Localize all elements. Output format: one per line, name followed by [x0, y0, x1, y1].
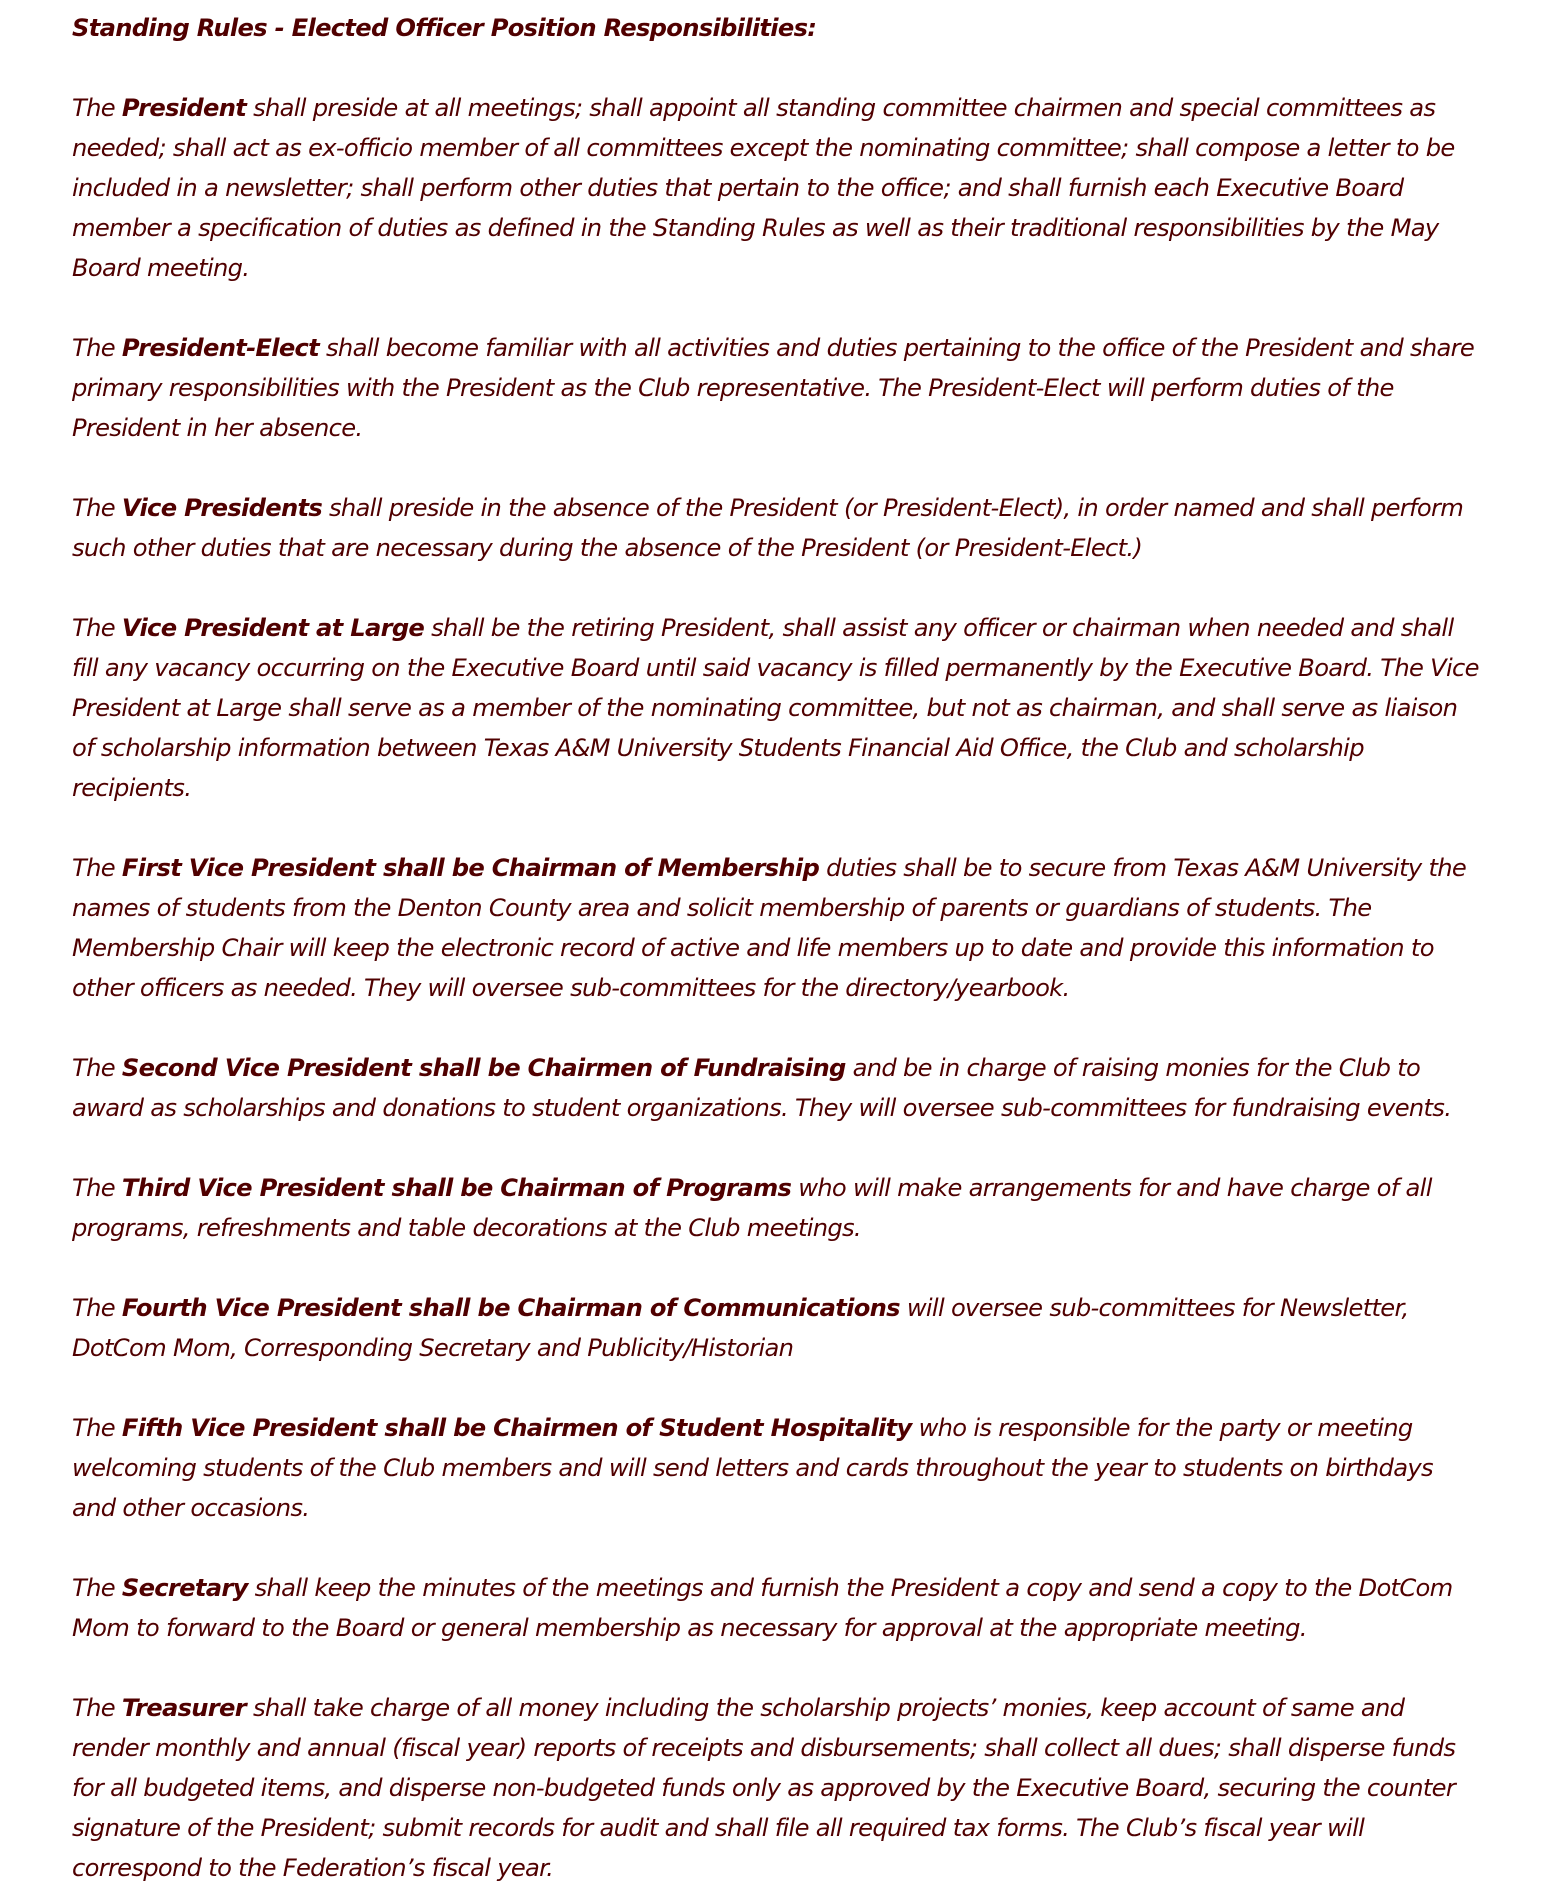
officer-title: Third Vice President shall be Chairman of Programs [121, 1174, 792, 1202]
paragraph-body: shall take charge of all money including the scholarship projects’ monies, keep account of same and render monthly and annual (fiscal year) reports of receipts and disbursements; shall collect all dues; shall disperse funds for all budgeted items, and disperse non-budgeted funds only as approved by the Executive Board, securing the counter signature of the President; submit records for audit and shall file all required tax forms. The Club’s fiscal year will correspond to the Federation’s fiscal year. [72, 1694, 1456, 1882]
paragraph-lead: The [72, 1574, 122, 1602]
paragraph-body: who will make arrangements for and have charge of all programs, refreshments and table decorations at the Club meetings. [72, 1174, 1432, 1242]
officer-paragraph-second-vice-president [72, 1048, 1482, 1128]
paragraph-body: shall preside at all meetings; shall appoint all standing committee chairmen and special committees as needed; shall act as ex-officio member of all committees except the nominating committee; shall compose a letter to be included in a newsletter; shall perform other duties that pertain to the office; and shall furnish each Executive Board member a specification of duties as defined in the Standing Rules as well as their traditional responsibilities by the May Board meeting. [72, 94, 1455, 282]
officer-paragraph-vice-presidents [72, 488, 1482, 568]
paragraph-body: will oversee sub-committees for Newsletter, DotCom Mom, Corresponding Secretary and Publicity/Historian [72, 1294, 1409, 1362]
paragraph-lead: The [72, 854, 122, 882]
paragraph-body: shall become familiar with all activities and duties pertaining to the office of the President and share primary responsibilities with the President as the Club representative. The President-Elect will perform duties of the President in her absence. [72, 334, 1475, 442]
officer-title: First Vice President shall be Chairman of Membership [121, 854, 820, 882]
officer-title: President-Elect [121, 334, 320, 362]
paragraph-lead: The [72, 1174, 122, 1202]
officer-title: Second Vice President shall be Chairmen of Fundraising [121, 1054, 846, 1082]
paragraph-lead: The [72, 94, 122, 122]
officer-paragraph-treasurer [72, 1688, 1482, 1888]
paragraph-lead: The [72, 614, 122, 642]
officer-title: Vice Presidents [121, 494, 323, 522]
officer-title: Fourth Vice President shall be Chairman of Communications [121, 1294, 900, 1322]
officer-paragraph-president [72, 88, 1482, 288]
officer-title: Fifth Vice President shall be Chairmen of Student Hospitality [121, 1414, 912, 1442]
officer-title: Vice President at Large [121, 614, 425, 642]
officer-paragraph-fifth-vice-president [72, 1408, 1482, 1528]
paragraph-lead: The [72, 1414, 122, 1442]
officer-paragraph-fourth-vice-president [72, 1288, 1482, 1368]
officer-paragraph-secretary [72, 1568, 1482, 1648]
paragraph-body: shall preside in the absence of the President (or President-Elect), in order named and shall perform such other duties that are necessary during the absence of the President (or President-Elect.) [72, 494, 1464, 562]
paragraph-lead: The [72, 1694, 122, 1722]
paragraph-body: shall keep the minutes of the meetings and furnish the President a copy and send a copy to the DotCom Mom to forward to the Board or general membership as necessary for approval at the appropriate meeting. [72, 1574, 1453, 1642]
officer-paragraph-first-vice-president [72, 848, 1482, 1008]
page-title: Standing Rules - Elected Officer Position Responsibilities: [72, 14, 817, 42]
paragraph-body: shall be the retiring President, shall assist any officer or chairman when needed and shall fill any vacancy occurring on the Executive Board until said vacancy is filled permanently by the Executive Board. The Vice President at Large shall serve as a member of the nominating committee, but not as chairman, and shall serve as liaison of scholarship information between Texas A&M University Students Financial Aid Office, the Club and scholarship recipients. [72, 614, 1479, 802]
paragraph-body: duties shall be to secure from Texas A&M University the names of students from the Denton County area and solicit membership of parents or guardians of students. The Membership Chair will keep the electronic record of active and life members up to date and provide this information to other officers as needed. They will oversee sub-committees for the directory/yearbook. [72, 854, 1467, 1002]
paragraph-lead: The [72, 1294, 122, 1322]
paragraph-body: and be in charge of raising monies for the Club to award as scholarships and donations to student organizations. They will oversee sub-committees for fundraising events. [72, 1054, 1452, 1122]
officer-paragraph-vice-president-at-large [72, 608, 1482, 808]
paragraph-body: who is responsible for the party or meeting welcoming students of the Club members and will send letters and cards throughout the year to students on birthdays and other occasions. [72, 1414, 1433, 1522]
officer-paragraph-president-elect [72, 328, 1482, 448]
officer-title: Treasurer [121, 1694, 246, 1722]
document [72, 8, 1482, 1888]
officer-title: President [121, 94, 247, 122]
paragraph-lead: The [72, 334, 122, 362]
paragraph-lead: The [72, 1054, 122, 1082]
paragraph-lead: The [72, 494, 122, 522]
officer-title: Secretary [121, 1574, 248, 1602]
officer-paragraph-third-vice-president [72, 1168, 1482, 1248]
